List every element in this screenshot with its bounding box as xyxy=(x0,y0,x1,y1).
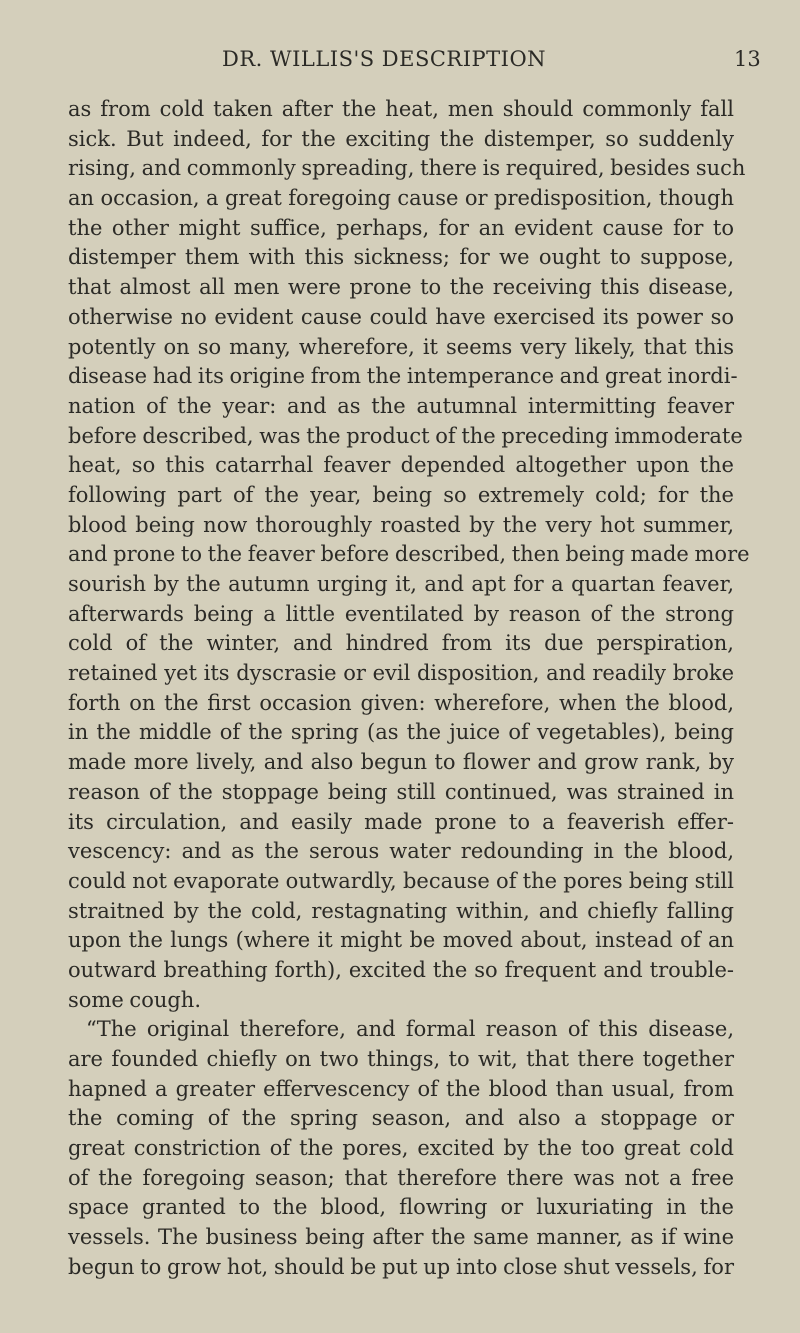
text-line: nation of the year: and as the autumnal intermitting feaver xyxy=(68,393,734,418)
text-line: begun to grow hot, should be put up into close shut vessels, for xyxy=(68,1254,734,1279)
text-line: and prone to the feaver before described, then being made more xyxy=(68,542,750,567)
text-line: some cough. xyxy=(68,987,202,1012)
text-line: its circulation, and easily made prone to a feaverish effer- xyxy=(68,809,734,834)
text-line: rising, and commonly spreading, there is required, besides such xyxy=(68,156,746,181)
text-line: in the middle of the spring (as the juice of vegetables), being xyxy=(68,720,734,745)
text-line: upon the lungs (where it might be moved about, instead of an xyxy=(68,928,734,953)
text-line: disease had its origine from the intemperance and great inordi- xyxy=(68,364,738,389)
text-line: are founded chiefly on two things, to wit, that there together xyxy=(68,1047,734,1071)
text-line: forth on the first occasion given: wherefore, when the blood, xyxy=(68,690,734,715)
text-line: potently on so many, wherefore, it seems very likely, that this xyxy=(68,334,734,359)
text-line: hapned a greater effervescency of the blood than usual, from xyxy=(68,1076,734,1101)
text-line: outward breathing forth), excited the so frequent and trouble- xyxy=(68,957,734,982)
text-line: made more lively, and also begun to flower and grow rank, by xyxy=(68,750,734,775)
text-line: that almost all men were prone to the receiving this disease, xyxy=(68,275,734,300)
text-line: vessels. The business being after the same manner, as if wine xyxy=(68,1225,734,1250)
text-line: of the foregoing season; that therefore there was not a free xyxy=(68,1165,734,1190)
running-title: DR. WILLIS'S DESCRIPTION xyxy=(222,47,547,71)
text-line: vescency: and as the serous water redounding in the blood, xyxy=(68,839,734,864)
text-line: afterwards being a little eventilated by reason of the strong xyxy=(68,601,734,626)
text-line: otherwise no evident cause could have exercised its power so xyxy=(68,304,734,329)
text-line: the coming of the spring season, and also a stoppage or xyxy=(68,1106,734,1131)
text-line: could not evaporate outwardly, because of the pores being still xyxy=(68,868,734,893)
text-line: “The original therefore, and formal reason of this disease, xyxy=(86,1017,734,1042)
text-line: blood being now thoroughly roasted by the very hot summer, xyxy=(68,512,734,537)
text-line: heat, so this catarrhal feaver depended altogether upon the xyxy=(68,453,734,478)
text-line: the other might suffice, perhaps, for an evident cause for to xyxy=(68,215,734,240)
text-line: as from cold taken after the heat, men should commonly fall xyxy=(68,97,734,121)
text-line: reason of the stoppage being still continued, was strained in xyxy=(68,779,734,804)
running-header xyxy=(0,47,800,77)
text-line: before described, was the product of the preceding immoderate xyxy=(68,423,743,448)
text-line: sourish by the autumn urging it, and apt for a quartan feaver, xyxy=(68,572,734,596)
text-line: retained yet its dyscrasie or evil disposition, and readily broke xyxy=(68,661,734,686)
text-line: following part of the year, being so extremely cold; for the xyxy=(68,482,734,507)
text-line: distemper them with this sickness; for we ought to suppose, xyxy=(68,245,734,270)
body-text xyxy=(68,95,750,1283)
text-line: space granted to the blood, flowring or luxuriating in the xyxy=(68,1195,734,1220)
text-line: straitned by the cold, restagnating within, and chiefly falling xyxy=(68,898,734,923)
text-line: an occasion, a great foregoing cause or predisposition, though xyxy=(68,186,734,211)
text-line: sick. But indeed, for the exciting the distemper, so suddenly xyxy=(68,126,734,151)
text-line: cold of the winter, and hindred from its due perspiration, xyxy=(68,631,734,656)
text-line: great constriction of the pores, excited by the too great cold xyxy=(68,1136,734,1161)
page-number: 13 xyxy=(734,47,761,71)
